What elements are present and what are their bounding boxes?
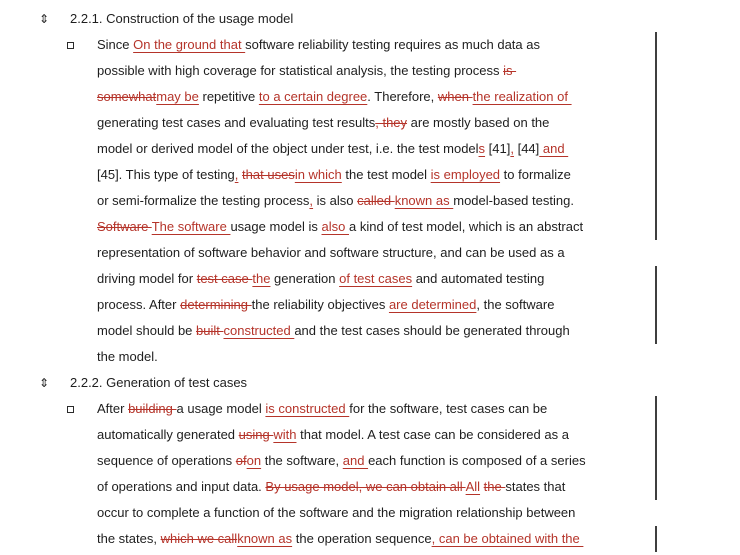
- paragraph-line[interactable]: [0, 266, 740, 292]
- inserted-text-run: on: [246, 453, 262, 468]
- paragraph-line[interactable]: [0, 214, 740, 240]
- text-run: [45]. This type of testing: [97, 167, 235, 182]
- inserted-text-run: constructed: [223, 323, 295, 338]
- outline-heading-icon[interactable]: ⇕: [38, 12, 50, 26]
- inserted-text-run: is constructed: [265, 401, 350, 416]
- inserted-text-run: also: [321, 219, 349, 234]
- change-bar: [655, 110, 657, 136]
- text-run: the software,: [261, 453, 343, 468]
- text-run: repetitive: [198, 89, 259, 104]
- deleted-text-run: somewhat: [97, 89, 157, 104]
- text-run: to formalize: [500, 167, 571, 182]
- inserted-text-run: the: [252, 271, 271, 286]
- inserted-text-run: s: [478, 141, 486, 156]
- text-run: is also: [313, 193, 358, 208]
- paragraph-line[interactable]: [0, 188, 740, 214]
- text-run: occur to complete a function of the software and the migration relationship between: [97, 505, 576, 520]
- text-run: After: [97, 401, 129, 416]
- change-bar: [655, 136, 657, 162]
- text-run: model-based testing.: [453, 193, 574, 208]
- text-run: the model.: [97, 349, 158, 364]
- inserted-text-run: may be: [156, 89, 199, 104]
- paragraph-line[interactable]: [0, 500, 740, 526]
- inserted-text-run: known as: [394, 193, 454, 208]
- paragraph-line[interactable]: [0, 162, 740, 188]
- paragraph-line[interactable]: [0, 474, 740, 500]
- text-run: generating test cases and evaluating test results: [97, 115, 376, 130]
- text-run: are mostly based on the: [407, 115, 550, 130]
- deleted-text-run: , they: [375, 115, 408, 130]
- text-run: a kind of test model, which is an abstract: [348, 219, 584, 234]
- outline-heading-icon[interactable]: ⇕: [38, 376, 50, 390]
- text-run: and automated testing: [412, 271, 545, 286]
- outline-heading-row: [0, 6, 740, 32]
- paragraph-line[interactable]: [0, 110, 740, 136]
- inserted-text-run: All: [465, 479, 481, 494]
- change-bar: [655, 318, 657, 344]
- deleted-text-run: is: [503, 63, 517, 78]
- inserted-text-run: ,: [510, 141, 514, 156]
- change-bar: [655, 474, 657, 500]
- paragraph-line[interactable]: [0, 240, 740, 266]
- inserted-text-run: of test cases: [339, 271, 413, 286]
- change-bar: [655, 58, 657, 84]
- change-bar: [655, 292, 657, 318]
- change-bar: [655, 396, 657, 422]
- inserted-text-run: and: [342, 453, 369, 468]
- text-run: the operation sequence: [292, 531, 432, 546]
- outline-body-bullet-icon[interactable]: [67, 406, 74, 413]
- deleted-text-run: which we call: [160, 531, 238, 546]
- text-run: software reliability testing requires as much data as: [245, 37, 540, 52]
- deleted-text-run: the: [483, 479, 506, 494]
- text-run: process. After: [97, 297, 181, 312]
- text-run: [44]: [513, 141, 540, 156]
- change-bar: [655, 448, 657, 474]
- deleted-text-run: building: [128, 401, 177, 416]
- deleted-text-run: that uses: [242, 167, 295, 182]
- paragraph-line[interactable]: [0, 422, 740, 448]
- text-run: automatically generated: [97, 427, 239, 442]
- inserted-text-run: The software: [151, 219, 231, 234]
- text-run: for the software, test cases can be: [349, 401, 548, 416]
- text-run: possible with high coverage for statistical analysis, the testing process: [97, 63, 504, 78]
- paragraph-line[interactable]: [0, 292, 740, 318]
- text-run: the test model: [341, 167, 431, 182]
- deleted-text-run: Software: [97, 219, 152, 234]
- text-run: the states,: [97, 531, 161, 546]
- paragraph-line[interactable]: [0, 526, 740, 552]
- text-run: model should be: [97, 323, 197, 338]
- inserted-text-run: with: [273, 427, 297, 442]
- paragraph-line[interactable]: [0, 344, 740, 370]
- inserted-text-run: and: [539, 141, 569, 156]
- paragraph-line[interactable]: [0, 58, 740, 84]
- deleted-text-run: built: [196, 323, 224, 338]
- text-run: or semi-formalize the testing process: [97, 193, 310, 208]
- text-run: . Therefore,: [367, 89, 438, 104]
- text-run: generation: [270, 271, 340, 286]
- paragraph-line[interactable]: [0, 136, 740, 162]
- deleted-text-run: using: [238, 427, 274, 442]
- text-run: that model. A test case can be considered as a: [296, 427, 569, 442]
- paragraph-line[interactable]: [0, 32, 740, 58]
- paragraph-line[interactable]: [0, 84, 740, 110]
- outline-heading-row: [0, 370, 740, 396]
- deleted-text-run: test case: [196, 271, 253, 286]
- text-run: each function is composed of a series: [368, 453, 586, 468]
- text-run: Since: [97, 37, 134, 52]
- inserted-text-run: ,: [234, 167, 239, 182]
- change-bar: [655, 526, 657, 552]
- inserted-text-run: is employed: [430, 167, 501, 182]
- deleted-text-run: of: [235, 453, 247, 468]
- paragraph-line[interactable]: [0, 448, 740, 474]
- paragraph-line[interactable]: [0, 396, 740, 422]
- text-run: a usage model: [176, 401, 266, 416]
- inserted-text-run: ,: [309, 193, 314, 208]
- text-run: , the software: [476, 297, 555, 312]
- text-run: sequence of operations: [97, 453, 236, 468]
- text-run: [41]: [485, 141, 511, 156]
- change-bar: [655, 84, 657, 110]
- text-run: states that: [505, 479, 566, 494]
- change-bar: [655, 188, 657, 214]
- text-run: driving model for: [97, 271, 197, 286]
- change-bar: [655, 266, 657, 292]
- deleted-text-run: when: [437, 89, 473, 104]
- text-run: usage model is: [230, 219, 322, 234]
- section-heading: 2.2.1. Construction of the usage model: [70, 11, 294, 26]
- paragraph-line[interactable]: [0, 318, 740, 344]
- text-run: of operations and input data.: [97, 479, 266, 494]
- inserted-text-run: in which: [294, 167, 342, 182]
- text-run: the reliability objectives: [251, 297, 389, 312]
- change-bar: [655, 162, 657, 188]
- inserted-text-run: known as: [237, 531, 293, 546]
- change-bar: [655, 214, 657, 240]
- inserted-text-run: the realization of: [472, 89, 572, 104]
- text-run: and the test cases should be generated through: [294, 323, 570, 338]
- change-bar: [655, 422, 657, 448]
- inserted-text-run: , can be obtained with the: [431, 531, 584, 546]
- inserted-text-run: On the ground that: [133, 37, 246, 52]
- inserted-text-run: are determined: [388, 297, 477, 312]
- deleted-text-run: determining: [180, 297, 252, 312]
- text-run: representation of software behavior and software structure, and can be used as a: [97, 245, 565, 260]
- deleted-text-run: By usage model, we can obtain all: [265, 479, 466, 494]
- section-heading: 2.2.2. Generation of test cases: [70, 375, 248, 390]
- deleted-text-run: called: [357, 193, 395, 208]
- outline-body-bullet-icon[interactable]: [67, 42, 74, 49]
- text-run: model or derived model of the object under test, i.e. the test model: [97, 141, 479, 156]
- inserted-text-run: to a certain degree: [258, 89, 368, 104]
- change-bar: [655, 32, 657, 58]
